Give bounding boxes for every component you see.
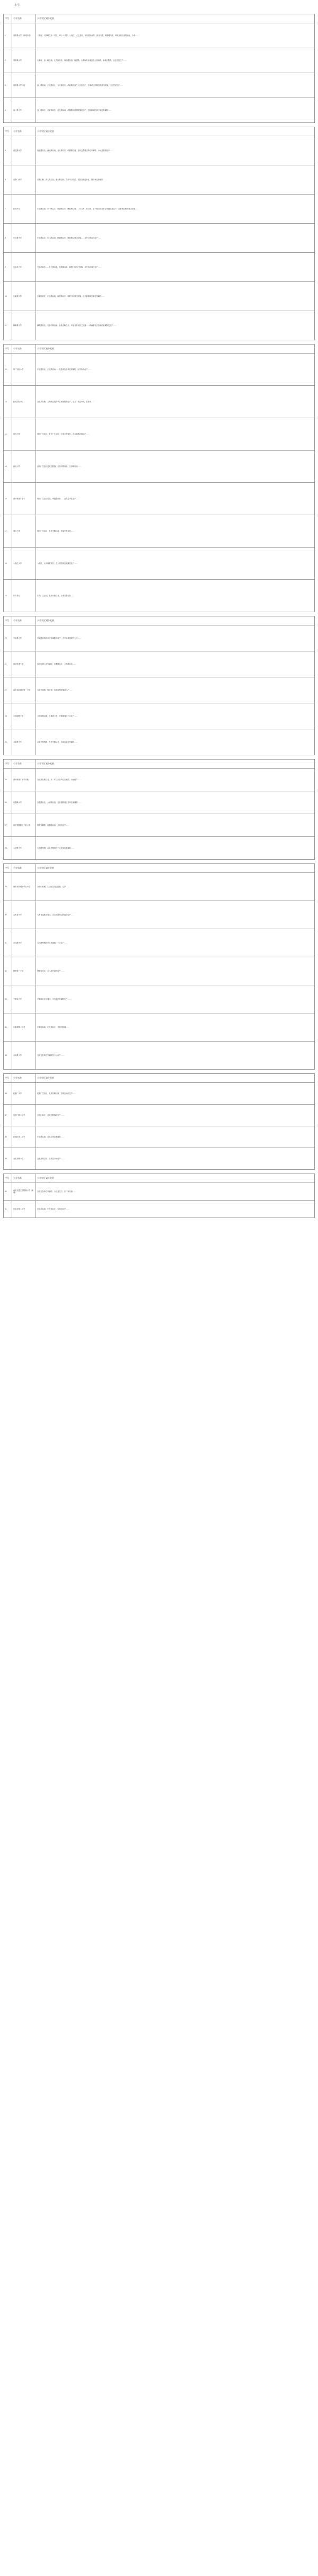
school-number: 6 [4,165,12,195]
school-number: 23 [4,703,12,729]
school-name: 长乐坊第二小学 [12,1201,36,1218]
table-row [4,195,315,224]
table-row [4,98,315,123]
header-name: 小学名称 [12,616,36,625]
header-name: 小学名称 [12,864,36,873]
school-name: 东新街第二小学 [12,1013,36,1042]
table-row [4,386,315,418]
table-gap [0,1218,318,1222]
district-range: 幸福路沿线各单位家属院及住户，含幸福林带周边小区…… [36,625,315,651]
school-name: 西一路小学 [12,98,36,123]
page-caption: 小学 [14,4,20,7]
district-range: 含华山机械厂生活区及周边院落，住户…… [36,873,315,901]
table-header-row [4,14,315,23]
table-row [4,985,315,1013]
district-range: 东新街以北、东五路以南，解放路以东，朝阳门以西之院落，含东新街周边单位家属院…… [36,282,315,311]
school-name: 西光小学 [12,451,36,483]
school-name: 金花路小学 [12,729,36,755]
table-row [4,23,315,48]
school-name: 公园南路小学 [12,703,36,729]
table-row [4,165,315,195]
school-number: 35 [4,1042,12,1070]
school-name: 新城区第二小学 [12,1126,36,1148]
table-row [4,1042,315,1070]
school-name: 金花北路小学 [12,1148,36,1170]
school-name: 青年路小学 [12,48,36,73]
school-number: 22 [4,677,12,703]
school-number: 4 [4,98,12,123]
header-no: 序号 [4,345,12,354]
school-name: 东新街小学 [12,282,36,311]
school-number: 28 [4,837,12,860]
school-name: 含光路小学 [12,1042,36,1070]
school-number: 18 [4,548,12,580]
header-range: 小学学区划分范围 [36,345,315,354]
school-name: 新城小学 [12,195,36,224]
header-range: 小学学区划分范围 [36,864,315,873]
district-table [3,14,315,123]
header-range: 小学学区划分范围 [36,1174,315,1183]
school-name: 西北电建小学 [12,651,36,677]
table-row [4,451,315,483]
district-range: 含长乐东路以北，东二环以东各单位家属院、小区住户…… [36,769,315,791]
table-header-row [4,760,315,769]
table-row [4,483,315,515]
school-number: 26 [4,791,12,814]
school-number: 16 [4,483,12,515]
school-number: 27 [4,814,12,837]
district-range: 东七路以南、含周边单位家属院…… [36,1126,315,1148]
table-row [4,1105,315,1126]
district-range: 东五路以北，东七路以南……以及周边各单位家属院，区内所有住户…… [36,354,315,386]
table-row [4,311,315,340]
district-range: 二府街、兴庆路以东一号院、1号一1号院、八府庄、太乙北站、民乐园小区等，西北环路、明城墙内外，环城北路以北的小区、小巷…… [36,23,315,48]
header-range: 小学学区划分范围 [36,760,315,769]
school-name: 西安市新城区华山小学 [12,873,36,901]
district-range: 含元路两侧各单位家属院、小区住户…… [36,929,315,957]
school-name: 东方小学 [12,580,36,612]
school-number: 29 [4,873,12,901]
district-table [3,863,315,1070]
school-number: 20 [4,625,12,651]
school-number: 31 [4,929,12,957]
school-name: 黄河小学 [12,418,36,451]
school-name: 西五路小学 [12,136,36,165]
header-range: 小学学区划分范围 [36,127,315,136]
district-range: 长乐坊以东……东大街以北，东新街以南、朝阳门以西之院落，含长乐坊周边住户…… [36,253,315,282]
district-range: 西北电建公司家属院，长缨路以北、万寿路以东…… [36,651,315,677]
school-name: 红旗厂小学 [12,1083,36,1105]
table-row [4,837,315,860]
school-number: 12 [4,354,12,386]
table-header-row [4,345,315,354]
district-range: 红旗厂生活区、长乐东路以南，含周边小区住户…… [36,1083,315,1105]
table-row [4,136,315,165]
school-number: 5 [4,136,12,165]
header-no: 序号 [4,864,12,873]
school-name: 东七路小学 [12,224,36,253]
school-name: 黄河机械厂小学分校 [12,769,36,791]
district-range: 黄河厂生活区、东方厂生活区、万寿北路以东，含金花路沿线住户…… [36,418,315,451]
table-header-row [4,1174,315,1183]
district-table [3,616,315,755]
table-row [4,282,315,311]
school-number: 1 [4,23,12,48]
header-name: 小学名称 [12,760,36,769]
district-table [3,1174,315,1218]
table-row [4,515,315,548]
header-range: 小学学区划分范围 [36,616,315,625]
district-range: 秦川厂生活区、长乐中路以南、幸福中路以西…… [36,515,315,548]
school-number: 37 [4,1105,12,1126]
school-name: 西安市新城区第一小学 [12,677,36,703]
school-number: 13 [4,386,12,418]
header-name: 小学名称 [12,14,36,23]
header-range: 小学学区划分范围 [36,14,315,23]
table-row [4,580,315,612]
district-table [3,344,315,612]
school-name: 青年路小学（新城分校） [12,23,36,48]
school-name: 幸福林小学 [12,625,36,651]
table-row [4,769,315,791]
table-row [4,48,315,73]
district-range: 含长乐东路、万寿路沿线各单位家属院及住户，东方厂周边小区，长乐苑…… [36,386,315,418]
district-range: 金花北路两侧、长乐中路以北、含周边单位家属院…… [36,729,315,755]
table-gap [0,1170,318,1174]
header-no: 序号 [4,127,12,136]
district-range: 铁路住宅区，含八府庄周边住户…… [36,957,315,985]
school-number: 21 [4,651,12,677]
district-range: 金花北路以东、含周边小区住户…… [36,1148,315,1170]
district-range: 东七路以北、东八路以南、尚德路以东、解放路以西之院落……含东七路沿线住户…… [36,224,315,253]
school-name: 大明宫小学 [12,901,36,929]
district-range: 含周边各单位家属院及小区住户…… [36,1042,315,1070]
table-header-row [4,1074,315,1083]
school-number: 39 [4,1148,12,1170]
district-range: 东新街以南、东大街以北、含周边院落…… [36,1013,315,1042]
district-range: 北新街、西一路以南，北大街以东，尚俭路以西，尚德路、北新街东北地区及公园南路、新城大院等，社区居民住户…… [36,48,315,73]
school-number: 2 [4,48,12,73]
header-no: 序号 [4,760,12,769]
school-number: 36 [4,1083,12,1105]
district-range: 公园南路以南，含革命公园、北新街周边小区住户…… [36,703,315,729]
header-name: 小学名称 [12,1174,36,1183]
school-number: 17 [4,515,12,548]
district-range: 含周边各单位家属院、小区及住户，东二环以西…… [36,1183,315,1201]
district-range: 大明宫遗址区周边，含含元殿周边院落及住户…… [36,901,315,929]
table-row [4,677,315,703]
school-number: 8 [4,224,12,253]
table-row [4,1083,315,1105]
table-row [4,703,315,729]
school-name: 自强路小学 [12,791,36,814]
school-number: 15 [4,451,12,483]
table-row [4,873,315,901]
school-number: 38 [4,1126,12,1148]
school-name: 铁路第一小学 [12,957,36,985]
table-header-row [4,864,315,873]
table-row [4,354,315,386]
school-name: 含元路小学 [12,929,36,957]
header-name: 小学名称 [12,127,36,136]
district-range: 自强路以北，太华路以西，含自强路周边各单位家属院…… [36,791,315,814]
table-row [4,73,315,98]
table-gap [0,1070,318,1073]
district-range: 东五路以南、东一路以北、尚德路以东、解放路以西……东八路、东七路、东六路沿线各单位家属院及住户，含新城区政府周边院落…… [36,195,315,224]
school-name: 西安铁路职工子弟小学 [12,814,36,837]
school-number: 3 [4,73,12,98]
school-name: 黄河机械厂小学 [12,483,36,515]
school-number: 19 [4,580,12,612]
header-no: 序号 [4,1174,12,1183]
table-row [4,791,315,814]
table-gap [0,612,318,616]
school-number: 9 [4,253,12,282]
table-row [4,929,315,957]
table-row [4,625,315,651]
header-no: 序号 [4,1074,12,1083]
district-range: 后宰门街、西七路以北、北大街以西，含后宰门小区、北院门周边小区、部分单位家属院…… [36,165,315,195]
school-number: 41 [4,1201,12,1218]
district-range: 东方厂生活区，长乐东路以北、万寿北路以东…… [36,580,315,612]
table-row [4,1126,315,1148]
table-row [4,729,315,755]
district-range: 西五路以北、西七路以南、北大街以东，尚德路以西，含西五路周边单位家属院、小区及临街住户…… [36,136,315,165]
district-range: 西一路以北，北新街以东，西七路以南，尚德路以西的院落及住户，包括新城区部分单位家属院…… [36,98,315,123]
school-number: 32 [4,957,12,985]
district-range: 韩森路以北、长乐中路以南、金花北路以东、幸福北路以西之院落……韩森寨社区各单位家属院及住户…… [36,311,315,340]
school-number: 30 [4,901,12,929]
table-gap [0,860,318,863]
school-name: 太华路小学 [12,837,36,860]
school-number: 34 [4,1013,12,1042]
table-row [4,901,315,929]
table-row [4,814,315,837]
district-range: 八府庄、太华南路以东，含大明宫周边院落及住户…… [36,548,315,580]
table-row [4,957,315,985]
school-number: 14 [4,418,12,451]
school-name: 西安交通大学附属小学（新城） [12,1183,36,1201]
table-row [4,548,315,580]
school-district-tables [0,14,318,1222]
header-no: 序号 [4,14,12,23]
district-range: 黄河厂生活区以北，幸福路以东……含周边小区住户…… [36,483,315,515]
table-row [4,253,315,282]
school-name: 新城实验小学 [12,386,36,418]
table-header-row [4,127,315,136]
school-name: 后宰门小学 [12,165,36,195]
table-row [4,224,315,253]
district-range: 铁路家属院、自强路以南、含周边住户…… [36,814,315,837]
school-number: 10 [4,282,12,311]
district-range: 西光厂生活区及周边院落，长乐中路以北、万寿路以西…… [36,451,315,483]
district-range: 长乐坊以南、东大街以北，含周边住户…… [36,1201,315,1218]
school-name: 第二实验小学 [12,354,36,386]
school-number: 25 [4,769,12,791]
header-no: 序号 [4,616,12,625]
school-name: 八府庄小学 [12,548,36,580]
table-row [4,1183,315,1201]
table-row [4,1201,315,1218]
district-table [3,127,315,340]
table-gap [0,755,318,759]
district-range: 西一路以南、东七路以北、北大街以东、尚俭路以西之小区及住户，含革命公园周边的部分院落，社区居民住户…… [36,73,315,98]
district-range: 含东关南街、炮房街、乐居场等院落及住户…… [36,677,315,703]
school-number: 11 [4,311,12,340]
school-name: 秦川小学 [12,515,36,548]
school-name: 后宰门第二小学 [12,1105,36,1126]
table-gap [0,123,318,127]
district-range: 后宰门以北、含周边院落及住户…… [36,1105,315,1126]
header-name: 小学名称 [12,345,36,354]
header-name: 小学名称 [12,1074,36,1083]
school-number: 33 [4,985,12,1013]
header-range: 小学学区划分范围 [36,1074,315,1083]
district-table [3,1073,315,1170]
table-row [4,1013,315,1042]
school-name: 韩森寨小学 [12,311,36,340]
table-row [4,1148,315,1170]
table-row [4,418,315,451]
district-range: 辛家庙社区及周边，含各单位家属院住户…… [36,985,315,1013]
table-row [4,651,315,677]
table-header-row [4,616,315,625]
school-number: 7 [4,195,12,224]
table-gap [0,340,318,344]
school-name: 青年路小学分校 [12,73,36,98]
district-range: 太华路两侧、含太华路周边小区及单位家属院…… [36,837,315,860]
school-name: 长乐坊小学 [12,253,36,282]
school-number: 40 [4,1183,12,1201]
school-name: 辛家庙小学 [12,985,36,1013]
school-number: 24 [4,729,12,755]
district-table [3,759,315,860]
